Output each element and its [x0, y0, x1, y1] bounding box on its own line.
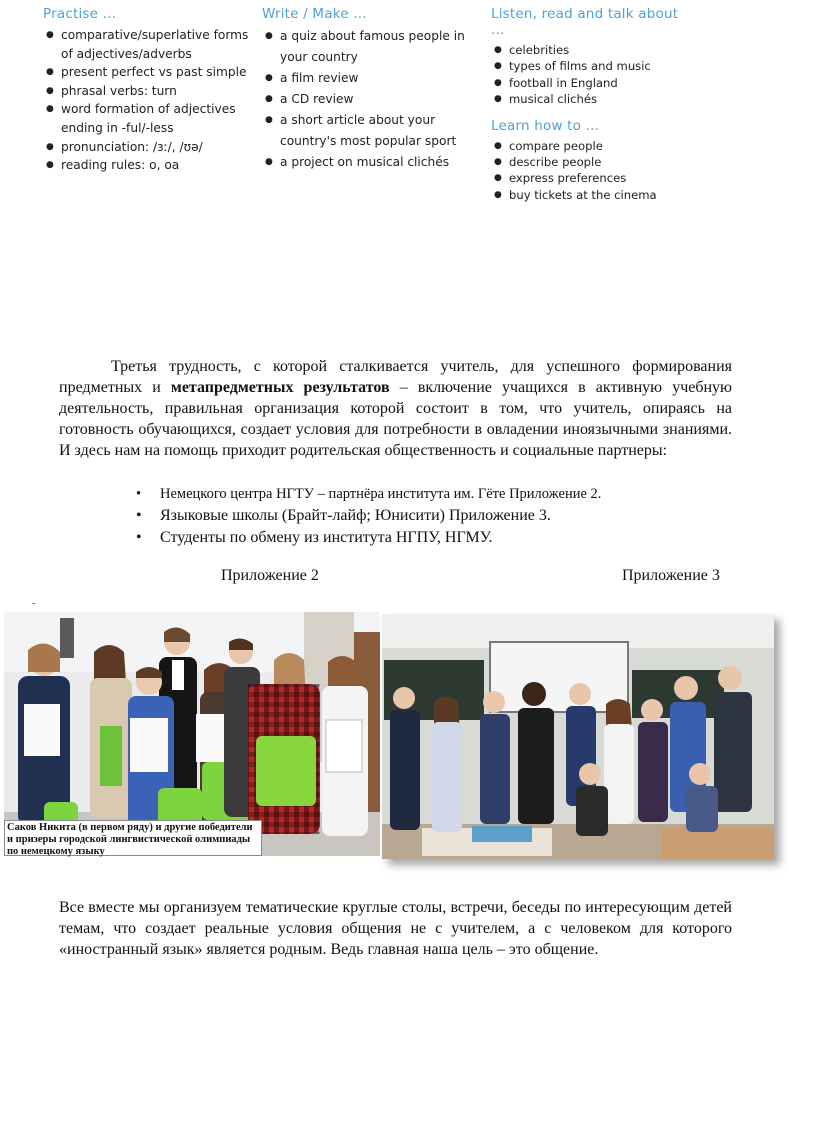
listen-item: ● football in England [491, 75, 681, 91]
listen-heading: Listen, read and talk about ... [491, 6, 679, 38]
partner-item: • Студенты по обмену из института НГПУ, НГМУ. [136, 527, 601, 549]
write-item: ● a project on musical clichés [262, 152, 474, 173]
write-make-column [262, 6, 474, 173]
write-item: ● a short article about your country's most popular sport [262, 110, 474, 152]
learn-item: ● compare people [491, 138, 681, 154]
practise-item: ● comparative/superlative forms of adjectives/adverbs [43, 26, 258, 63]
learn-item: ● describe people [491, 154, 681, 170]
write-item: ● a film review [262, 68, 474, 89]
write-item: ● a CD review [262, 89, 474, 110]
practise-item: ● phrasal verbs: turn [43, 82, 258, 101]
listen-item: ● celebrities [491, 42, 681, 58]
textbook-overview [38, 0, 679, 202]
practise-heading: Practise ... [43, 6, 117, 22]
practise-item: ● pronunciation: /ɜː/, /ʊə/ [43, 138, 258, 157]
appendix-2-label: Приложение 2 [221, 567, 319, 584]
write-make-heading: Write / Make ... [262, 6, 367, 22]
paragraph1-text-b: – включение учащихся в активную учебную деятельность, правильная организация которой состоит в том, что учитель, опираясь на готовность обучающихся, создает условия для потребности в овладении иноязычными знаниями. И здесь нам на помощь приходит родительская общественность и социальные партнеры: [59, 379, 732, 459]
learn-item: ● buy tickets at the cinema [491, 187, 681, 203]
practise-column [43, 6, 258, 175]
write-item: ● a quiz about famous people in your country [262, 26, 474, 68]
practise-item: ● word formation of adjectives ending in -ful/-less [43, 100, 258, 137]
paragraph1-text-a: Третья трудность, с которой сталкивается учитель, для успешного формирования предметных и [59, 358, 732, 396]
paragraph-difficulty [59, 356, 732, 461]
practise-item: ● reading rules: o, oa [43, 156, 258, 175]
partner-item: • Немецкого центра НГТУ – партнёра института им. Гёте Приложение 2. [136, 483, 601, 505]
classroom-photo-illustration [382, 614, 774, 859]
paragraph-round-tables: Все вместе мы организуем тематические круглые столы, встречи, беседы по интересующим детей темам, что создает реальные условия общения не с учителем, а с человеком для которого «иностранный язык» является родным. Ведь главная наша цель – это общение. [59, 899, 732, 958]
listen-item: ● musical clichés [491, 91, 681, 107]
photo-caption: Саков Никита (в первом ряду) и другие победители и призеры городской лингвистической олимпиады по немецкому языку [4, 820, 262, 856]
learn-item: ● express preferences [491, 170, 681, 186]
listen-item: ● types of films and music [491, 58, 681, 74]
listen-column [491, 6, 681, 203]
paragraph1-bold: метапредметных результатов [170, 379, 390, 396]
exchange-students-photo [382, 614, 774, 859]
appendix-3-label: Приложение 3 [622, 567, 720, 584]
partner-item: • Языковые школы (Брайт-лайф; Юнисити) Приложение 3. [136, 505, 601, 527]
practise-item: ● present perfect vs past simple [43, 63, 258, 82]
partners-list [136, 483, 601, 549]
stray-mark: - [32, 598, 36, 609]
learn-heading: Learn how to ... [491, 117, 600, 134]
